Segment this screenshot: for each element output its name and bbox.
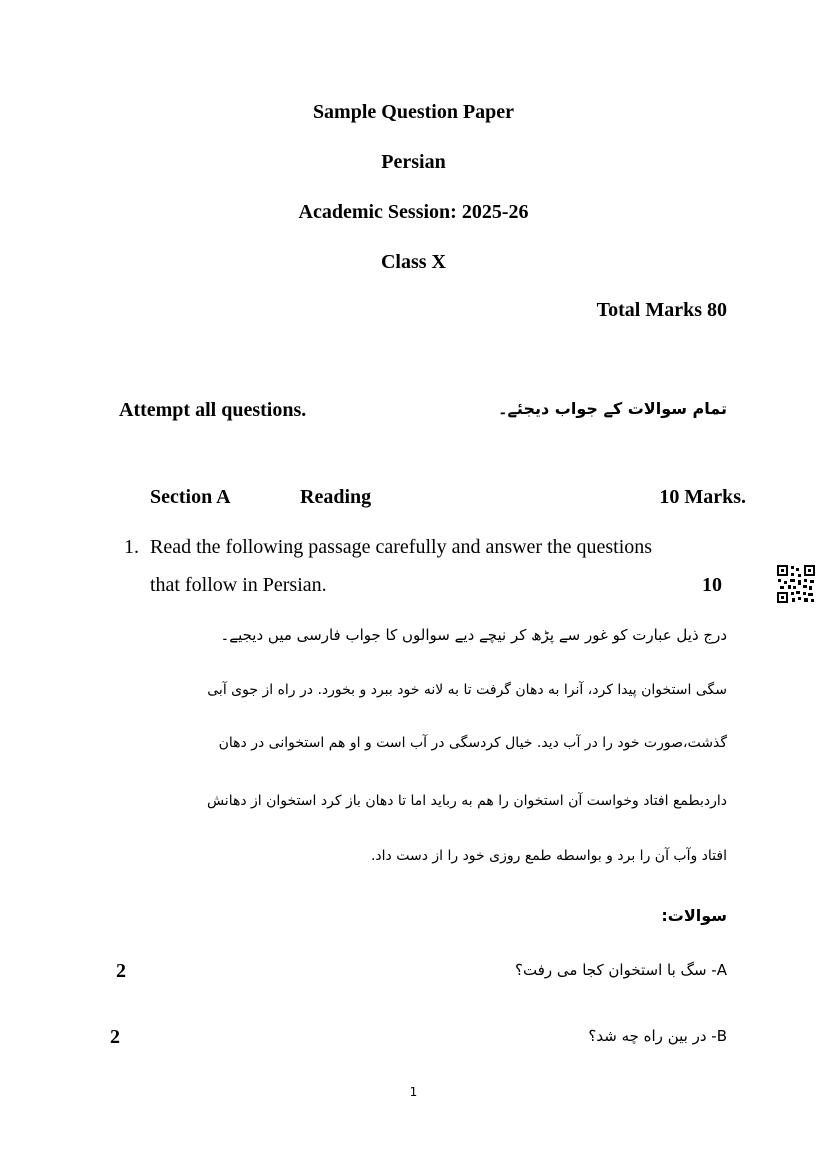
question-number: 1. [124, 536, 139, 558]
questions-heading: سوالات: [661, 906, 727, 925]
passage-line-4: افتاد وآب آن را برد و بواسطه طمع روزی خود را از دست داد. [370, 848, 727, 864]
passage-line-1: سگی استخوان پیدا کرد، آنرا به دهان گرفت تا به لانه خود ببرد و بخورد. در راه از جوی آبی [207, 682, 727, 698]
academic-session: Academic Session: 2025-26 [298, 201, 529, 223]
passage-line-3: داردبطمع افتاد وخواست آن استخوان را هم به رباید اما تا دهان باز کرد استخوان از دهانش [206, 793, 727, 809]
passage-line-2: گذشت،صورت خود را در آب دید. خیال کردسگی در آب است و او هم استخوانی در دهان [218, 735, 727, 751]
section-marks: 10 Marks. [659, 486, 746, 508]
section-name: Section A [150, 486, 231, 508]
question-marks: 10 [702, 574, 722, 596]
paper-title: Sample Question Paper [312, 101, 515, 123]
instruction-urdu: تمام سوالات کے جواب دیجئے۔ [498, 399, 727, 418]
passage-instruction-urdu: درج ذیل عبارت کو غور سے پڑھ کر نیچے دیے سوالوں کا جواب فارسی میں دیجیے۔ [220, 626, 727, 644]
section-title: Reading [300, 486, 372, 508]
sub-question-a: A- سگ با استخوان کجا می رفت؟ [515, 961, 727, 979]
sub-question-b-marks: 2 [110, 1026, 120, 1048]
question-text-line1: Read the following passage carefully and answer the questions [150, 536, 653, 558]
class-label: Class X [380, 251, 446, 273]
total-marks: Total Marks 80 [596, 299, 727, 321]
page-number: 1 [409, 1085, 418, 1099]
instruction-english: Attempt all questions. [119, 399, 307, 421]
question-text-line2: that follow in Persian. [150, 574, 327, 596]
subject-title: Persian [381, 151, 446, 173]
sub-question-a-marks: 2 [116, 960, 126, 982]
qr-code-icon [776, 564, 816, 604]
sub-question-b: B- در بین راه چه شد؟ [588, 1027, 727, 1045]
